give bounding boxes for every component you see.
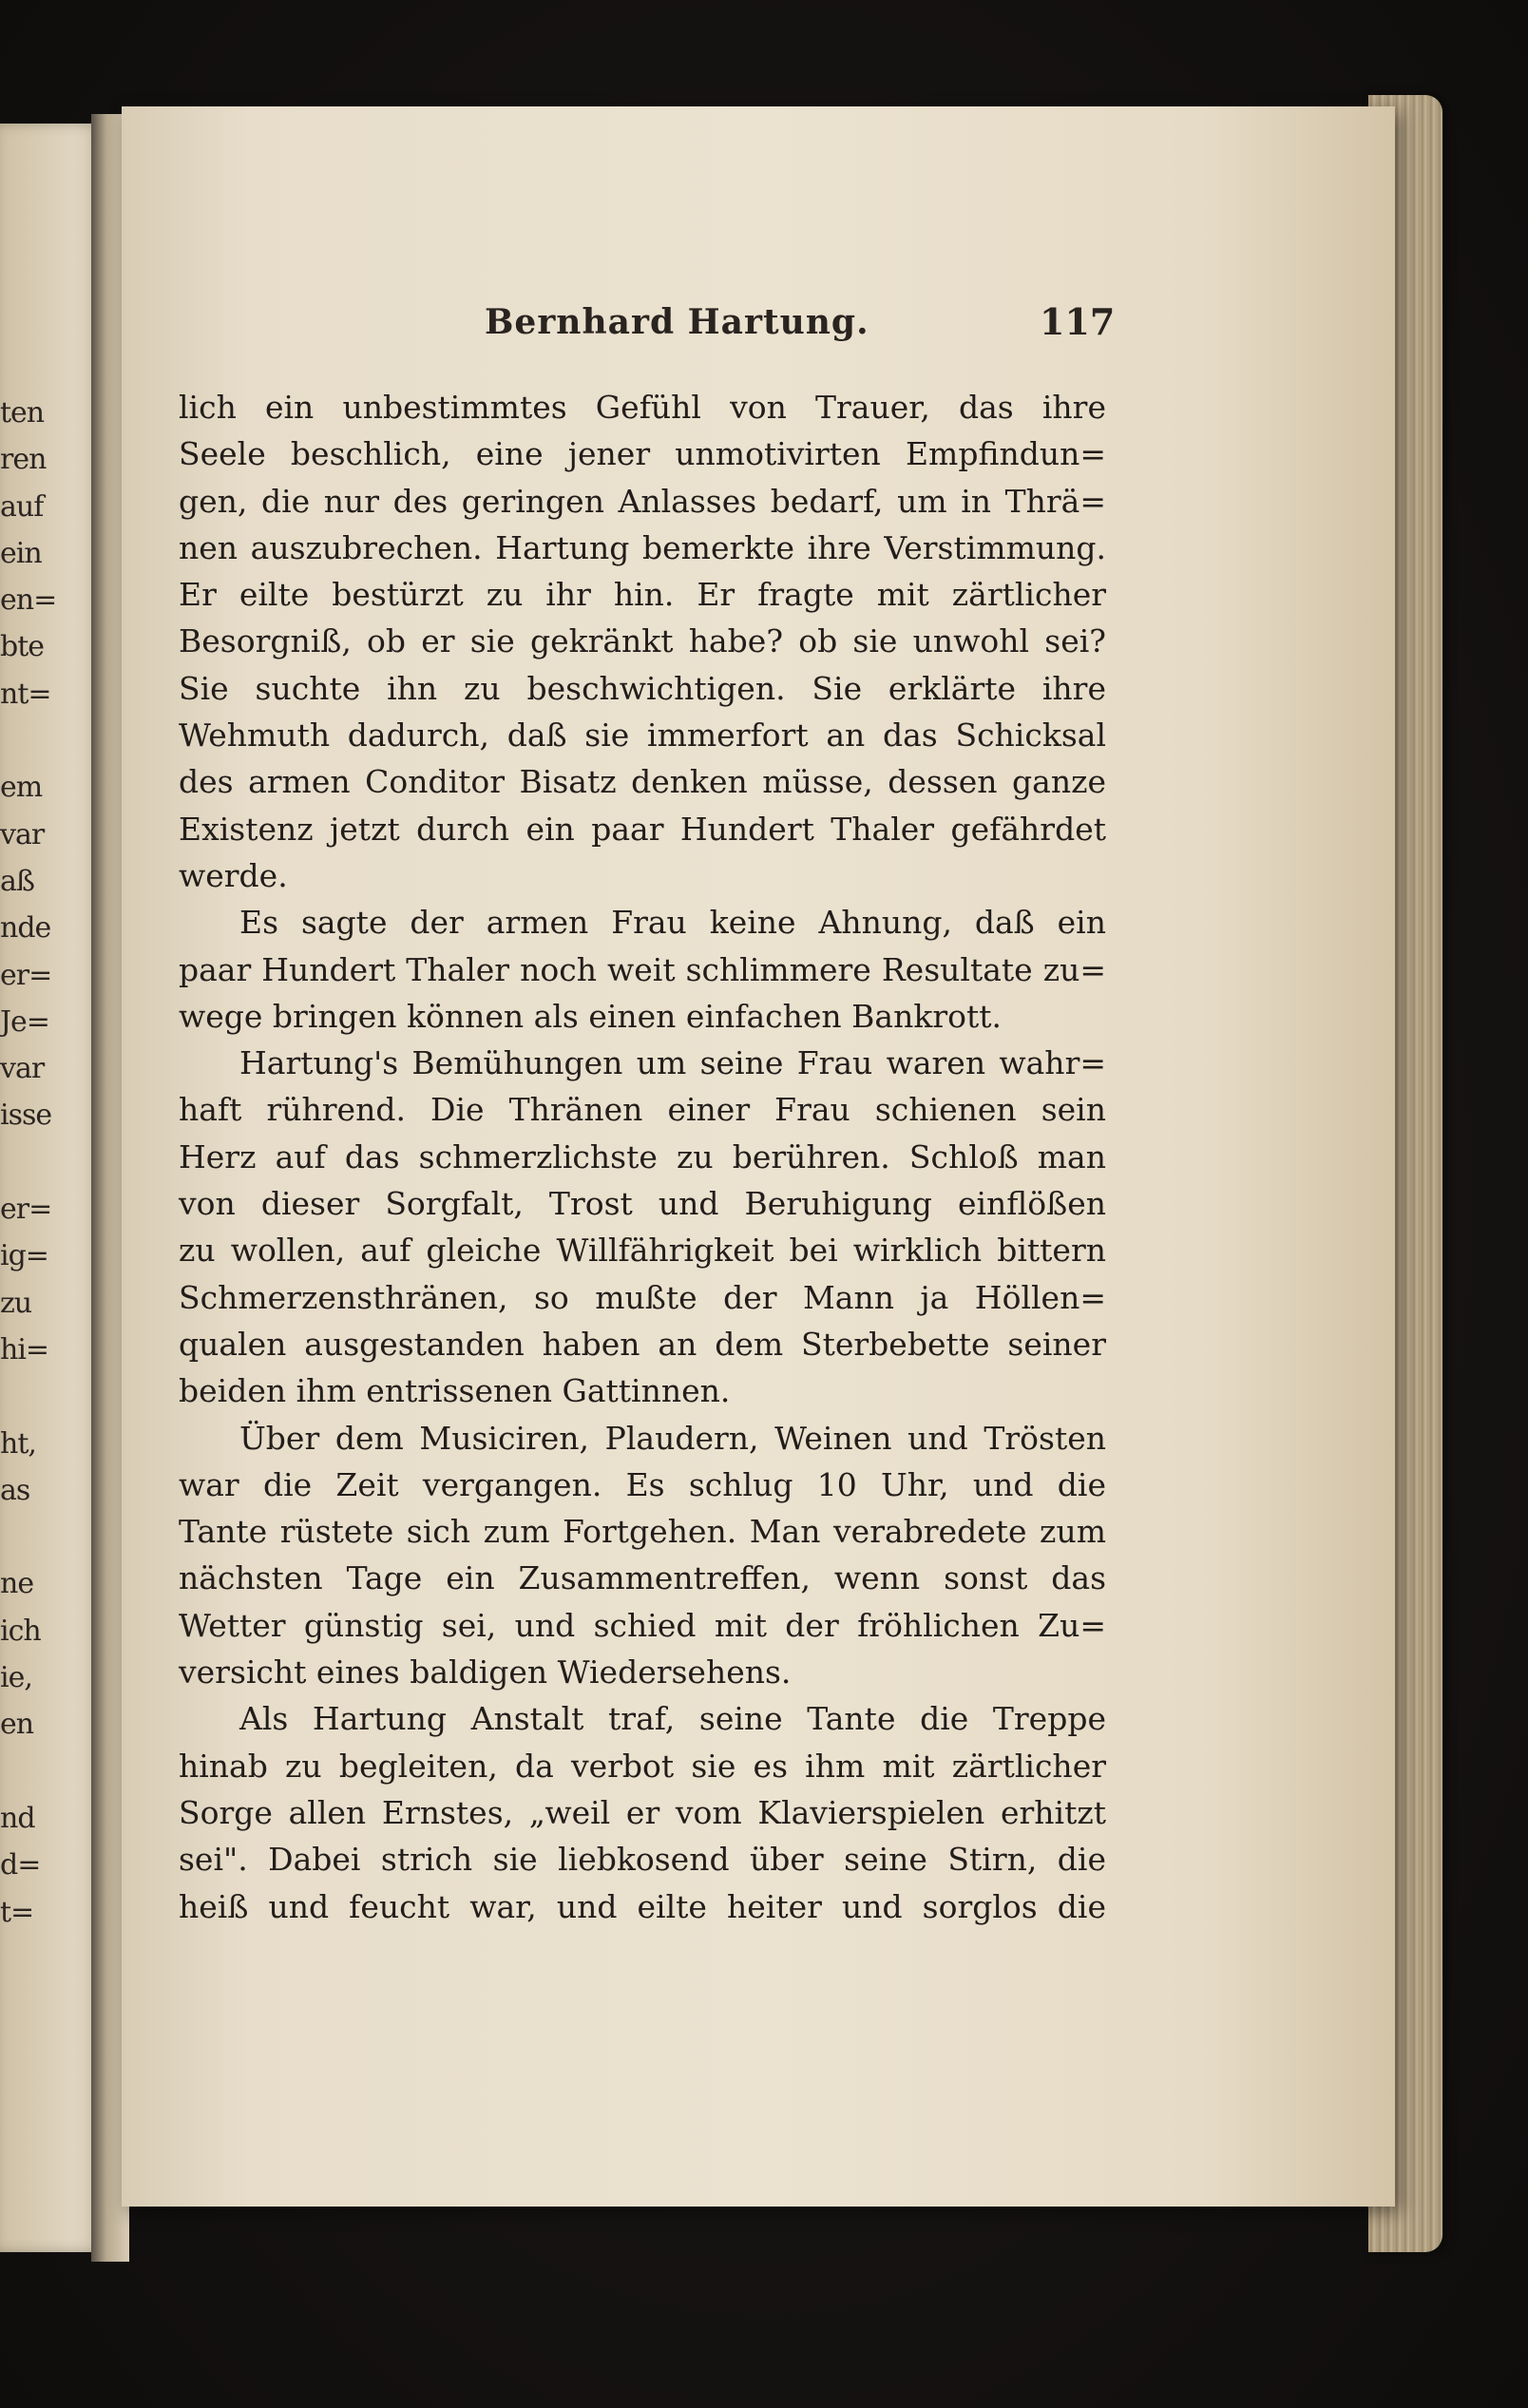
left-page-fragment: ich: [0, 1614, 41, 1648]
text-line: sei". Dabei strich sie liebkosend über seine Stirn, die: [179, 1841, 1106, 1879]
left-page-fragment: ten: [0, 396, 45, 430]
text-line: zu wollen, auf gleiche Willfährigkeit bei wirklich bittern: [179, 1232, 1106, 1270]
left-page-fragment: [0, 1373, 57, 1420]
text-line: Herz auf das schmerzlichste zu berühren. Schloß man: [179, 1137, 1106, 1175]
body-text: [179, 384, 1106, 1930]
left-page-fragment: ein: [0, 536, 42, 570]
text-line: Seele beschlich, eine jener unmotivirten Empfindun=: [179, 435, 1106, 473]
left-page-fragment: Je=: [0, 1004, 49, 1039]
left-page-fragment: ie,: [0, 1661, 32, 1695]
page-number: 117: [1040, 300, 1116, 343]
text-line: Sorge allen Ernstes, „weil er vom Klavierspielen erhitzt: [179, 1793, 1106, 1831]
text-line: lich ein unbestimmtes Gefühl von Trauer, das ihre: [179, 389, 1106, 426]
text-line: beiden ihm entrissenen Gattinnen.: [179, 1372, 731, 1410]
text-line: Existenz jetzt durch ein paar Hundert Thaler gefährdet: [179, 810, 1106, 848]
left-page-fragment: [0, 1514, 57, 1560]
left-page-fragment: hi=: [0, 1332, 49, 1366]
text-line: haft rührend. Die Thränen einer Frau schienen sein: [179, 1091, 1106, 1129]
text-line: nen auszubrechen. Hartung bemerkte ihre Verstimmung.: [179, 528, 1106, 566]
left-page-fragment: aß: [0, 864, 34, 898]
text-line: Wetter günstig sei, und schied mit der fröhlichen Zu=: [179, 1606, 1106, 1644]
left-page-fragment: em: [0, 771, 43, 805]
left-page-fragment: as: [0, 1473, 30, 1507]
text-line: war die Zeit vergangen. Es schlug 10 Uhr, und die: [179, 1465, 1106, 1503]
left-page-fragment: ren: [0, 443, 47, 477]
text-line: werde.: [179, 856, 288, 894]
left-page-fragment: nt=: [0, 677, 51, 711]
left-page-fragment: var: [0, 1052, 45, 1086]
text-line: Er eilte bestürzt zu ihr hin. Er fragte mit zärtlicher: [179, 576, 1106, 614]
text-line: Tante rüstete sich zum Fortgehen. Man verabredete zum: [179, 1513, 1106, 1551]
left-page-fragment: var: [0, 817, 45, 851]
text-line: Es sagte der armen Frau keine Ahnung, daß ein: [239, 904, 1106, 942]
left-page-fragment: er=: [0, 958, 52, 992]
text-line: von dieser Sorgfalt, Trost und Beruhigung einflößen: [179, 1185, 1106, 1223]
left-page-fragment: isse: [0, 1099, 52, 1133]
text-line: gen, die nur des geringen Anlasses bedarf, um in Thrä=: [179, 482, 1106, 520]
left-page-fragment: ig=: [0, 1239, 48, 1273]
text-line: Wehmuth dadurch, daß sie immerfort an das Schicksal: [179, 717, 1106, 755]
text-line: des armen Conditor Bisatz denken müsse, dessen ganze: [179, 763, 1106, 801]
text-line: hinab zu begleiten, da verbot sie es ihm mit zärtlicher: [179, 1747, 1106, 1785]
left-page-fragment: er=: [0, 1193, 52, 1227]
text-line: wege bringen können als einen einfachen Bankrott.: [179, 997, 1002, 1035]
left-page-fragment: nd: [0, 1801, 35, 1835]
left-page-fragment: zu: [0, 1286, 32, 1320]
left-page-fragment: ht,: [0, 1426, 36, 1461]
left-page-fragment: [0, 717, 57, 764]
left-page-fragment: auf: [0, 489, 44, 524]
text-line: Sie suchte ihn zu beschwichtigen. Sie erklärte ihre: [179, 669, 1106, 707]
left-page-text-fragments: [0, 390, 57, 1936]
text-line: Besorgniß, ob er sie gekränkt habe? ob sie unwohl sei?: [179, 622, 1106, 660]
text-line: Hartung's Bemühungen um seine Frau waren wahr=: [239, 1044, 1106, 1082]
text-line: heiß und feucht war, und eilte heiter und sorglos die: [179, 1887, 1106, 1925]
left-page-fragment: [0, 1139, 57, 1186]
text-line: versicht eines baldigen Wiedersehens.: [179, 1653, 792, 1691]
text-line: paar Hundert Thaler noch weit schlimmere Resultate zu=: [179, 950, 1106, 988]
text-line: Als Hartung Anstalt traf, seine Tante die Treppe: [239, 1700, 1106, 1738]
left-page-fragment: bte: [0, 630, 45, 664]
text-line: Schmerzensthränen, so mußte der Mann ja Höllen=: [179, 1278, 1106, 1316]
text-line: Über dem Musiciren, Plaudern, Weinen und Trösten: [239, 1419, 1106, 1457]
text-line: qualen ausgestanden haben an dem Sterbebette seiner: [179, 1325, 1106, 1363]
running-head: Bernhard Hartung.: [485, 302, 869, 342]
left-page-fragment: d=: [0, 1848, 41, 1882]
left-page-fragment: en: [0, 1708, 34, 1742]
text-line: nächsten Tage ein Zusammentreffen, wenn sonst das: [179, 1559, 1106, 1597]
left-page-fragment: ne: [0, 1567, 34, 1601]
left-page-fragment: [0, 1749, 57, 1795]
left-page-fragment: t=: [0, 1895, 34, 1929]
left-page-fragment: en=: [0, 583, 57, 618]
left-page-fragment: nde: [0, 911, 51, 946]
